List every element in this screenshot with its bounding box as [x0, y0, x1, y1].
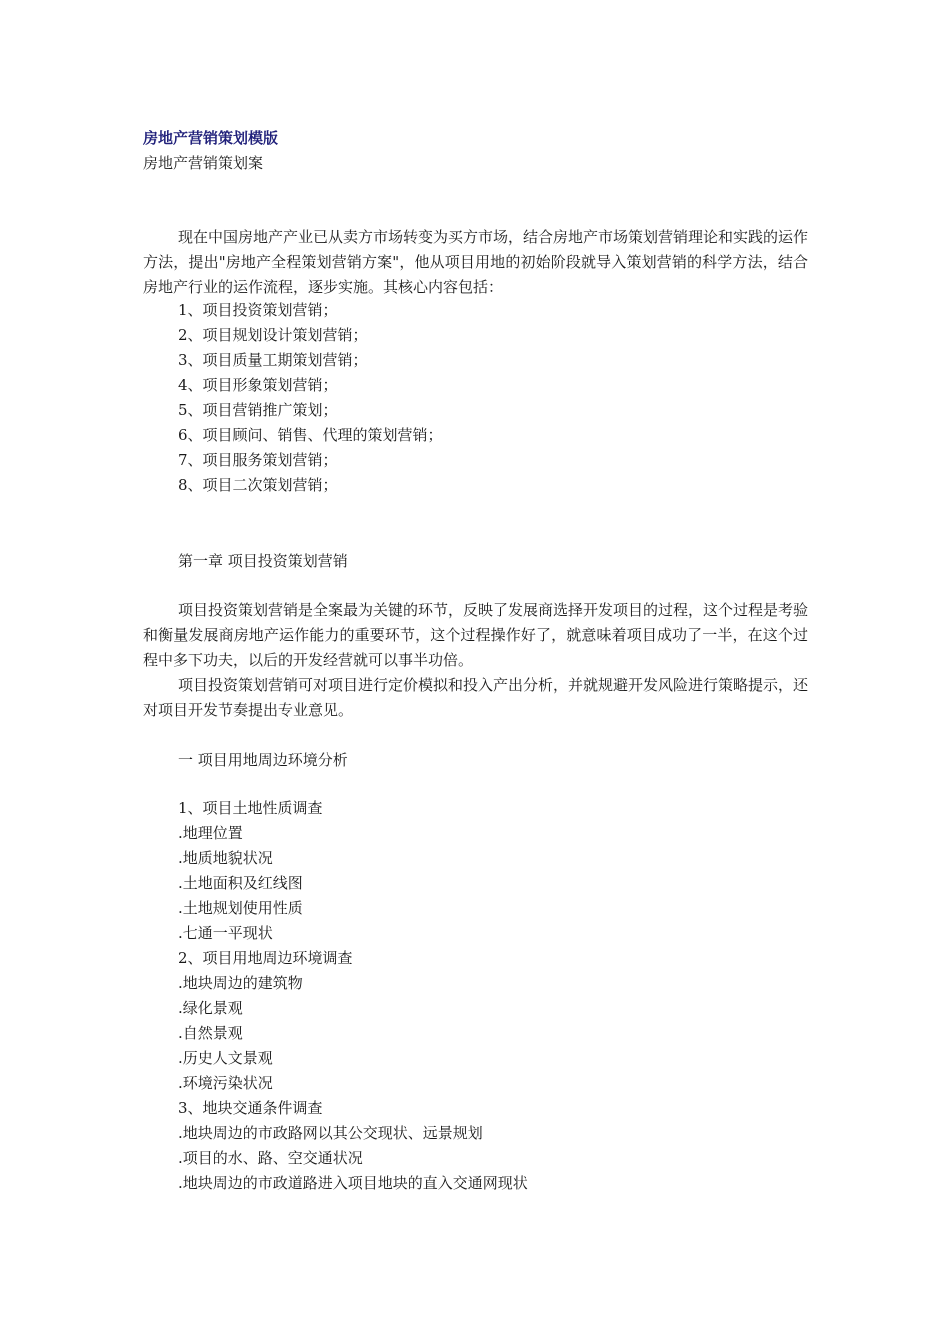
document-title: 房地产营销策划模版	[143, 129, 279, 147]
list-item: .自然景观	[178, 1024, 243, 1042]
list-item: 4、项目形象策划营销；	[178, 376, 338, 394]
list-item: 5、项目营销推广策划；	[178, 401, 338, 419]
list-item: 6、项目顾问、销售、代理的策划营销；	[178, 426, 443, 444]
list-item: 1、项目土地性质调查	[178, 799, 323, 817]
chapter-paragraph-2: 项目投资策划营销可对项目进行定价模拟和投入产出分析，并就规避开发风险进行策略提示，还对项目开发节奏提出专业意见。	[143, 676, 809, 719]
list-item: 8、项目二次策划营销；	[178, 476, 338, 494]
list-item: 1、项目投资策划营销；	[178, 301, 338, 319]
list-item: 2、项目用地周边环境调查	[178, 949, 353, 967]
list-item: 7、项目服务策划营销；	[178, 451, 338, 469]
list-item: .地质地貌状况	[178, 849, 273, 867]
list-item: .七通一平现状	[178, 924, 273, 942]
list-item: .土地面积及红线图	[178, 874, 303, 892]
core-items-list	[178, 298, 443, 498]
list-item: .绿化景观	[178, 999, 243, 1017]
list-item: 3、项目质量工期策划营销；	[178, 351, 368, 369]
list-item: .土地规划使用性质	[178, 899, 303, 917]
list-item: .地块周边的市政路网以其公交现状、远景规划	[178, 1124, 483, 1142]
list-item: .地理位置	[178, 824, 243, 842]
list-item: .地块周边的建筑物	[178, 974, 303, 992]
list-item: .项目的水、路、空交通状况	[178, 1149, 363, 1167]
intro-paragraph: 现在中国房地产产业已从卖方市场转变为买方市场，结合房地产市场策划营销理论和实践的运作方法，提出"房地产全程策划营销方案"，他从项目用地的初始阶段就导入策划营销的科学方法，结合房地产行业的运作流程，逐步实施。其核心内容包括：	[143, 228, 809, 296]
list-item: 2、项目规划设计策划营销；	[178, 326, 368, 344]
chapter-heading: 第一章 项目投资策划营销	[178, 552, 348, 570]
section-items-list	[178, 796, 528, 1196]
list-item: 3、地块交通条件调查	[178, 1099, 323, 1117]
list-item: .环境污染状况	[178, 1074, 273, 1092]
chapter-paragraph-1: 项目投资策划营销是全案最为关键的环节，反映了发展商选择开发项目的过程，这个过程是考验和衡量发展商房地产运作能力的重要环节，这个过程操作好了，就意味着项目成功了一半，在这个过程中多下功夫，以后的开发经营就可以事半功倍。	[143, 601, 809, 669]
list-item: .地块周边的市政道路进入项目地块的直入交通网现状	[178, 1174, 528, 1192]
list-item: .历史人文景观	[178, 1049, 273, 1067]
document-subtitle: 房地产营销策划案	[143, 154, 264, 172]
section-heading: 一 项目用地周边环境分析	[178, 751, 348, 769]
